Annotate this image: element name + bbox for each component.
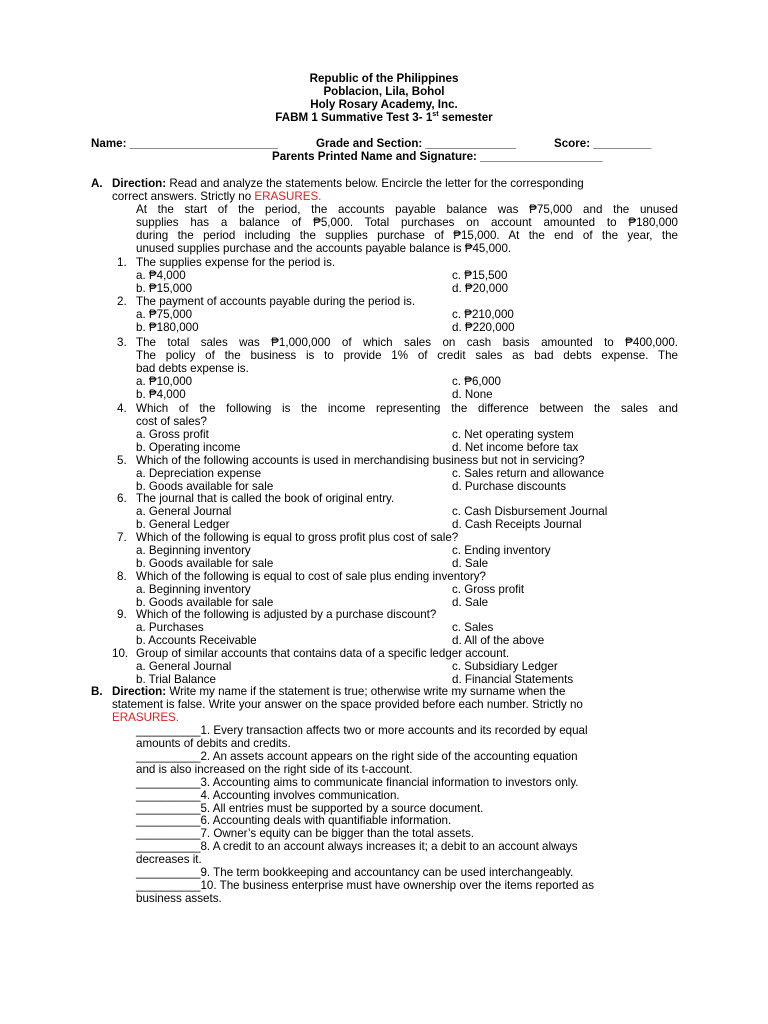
tf-item[interactable]: __________2. An assets account appears on the right side of the accounting equation [136, 750, 578, 763]
option-d[interactable]: d. All of the above [452, 634, 545, 647]
option-a[interactable]: a. ₱4,000 [136, 269, 186, 282]
question-number: 7. [117, 531, 127, 544]
tf-item[interactable]: __________6. Accounting deals with quantifiable information. [136, 814, 452, 827]
option-d[interactable]: d. Financial Statements [452, 673, 574, 686]
tf-item[interactable]: __________5. All entries must be supported by a source document. [136, 802, 484, 815]
question-text: The total sales was ₱1,000,000 of which sales on cash basis amounted to ₱400,000. [136, 336, 678, 349]
tf-item[interactable]: __________10. The business enterprise must have ownership over the items reported as [136, 879, 595, 892]
question-text: bad debts expense is. [136, 362, 249, 375]
option-b[interactable]: b. Goods available for sale [136, 480, 274, 493]
option-a[interactable]: a. ₱75,000 [136, 308, 193, 321]
question-text: cost of sales? [136, 415, 207, 428]
option-b[interactable]: b. Goods available for sale [136, 596, 274, 609]
option-c[interactable]: c. ₱15,500 [452, 269, 508, 282]
tf-item-continued: business assets. [136, 892, 222, 905]
question-number: 3. [117, 336, 127, 349]
section-b-direction [112, 685, 565, 698]
option-b[interactable]: b. ₱4,000 [136, 388, 186, 401]
question-text: Which of the following is equal to gross profit plus cost of sale? [136, 531, 459, 544]
option-d[interactable]: d. Sale [452, 596, 489, 609]
direction-label: Direction: [112, 685, 167, 698]
question-text: Which of the following is the income representing the difference between the sales and [136, 402, 678, 415]
tf-item-continued: decreases it. [136, 853, 202, 866]
section-b-letter: B. [91, 685, 103, 698]
question-number: 4. [117, 402, 127, 415]
question-text: Group of similar accounts that contains data of a specific ledger account. [136, 647, 510, 660]
option-c[interactable]: c. ₱210,000 [452, 308, 514, 321]
option-d[interactable]: d. None [452, 388, 493, 401]
option-a[interactable]: a. Purchases [136, 621, 204, 634]
tf-item-continued: and is also increased on the right side of its t-account. [136, 763, 413, 776]
question-text: The payment of accounts payable during the period is. [136, 295, 416, 308]
section-b-direction-cont: statement is false. Write your answer on the space provided before each number. Strictly no [112, 698, 583, 711]
direction-text: Write my name if the statement is true; otherwise write my surname when the [166, 685, 566, 698]
option-a[interactable]: a. Beginning inventory [136, 544, 251, 557]
erasures-warning: ERASURES. [254, 190, 322, 203]
option-c[interactable]: c. Ending inventory [452, 544, 551, 557]
option-b[interactable]: b. Trial Balance [136, 673, 216, 686]
option-b[interactable]: b. Goods available for sale [136, 557, 274, 570]
name-field[interactable]: Name: _______________________ [91, 137, 278, 150]
option-c[interactable]: c. Subsidiary Ledger [452, 660, 558, 673]
direction-label: Direction: [112, 177, 167, 190]
question-number: 9. [117, 608, 127, 621]
question-text: The journal that is called the book of original entry. [136, 492, 395, 505]
option-a[interactable]: a. Depreciation expense [136, 467, 262, 480]
header-title-sup: st [432, 111, 439, 118]
option-c[interactable]: c. Cash Disbursement Journal [452, 505, 608, 518]
option-c[interactable]: c. Gross profit [452, 583, 525, 596]
erasures-warning: ERASURES. [112, 711, 180, 724]
scenario-line: At the start of the period, the accounts payable balance was ₱75,000 and the unused [136, 203, 678, 216]
section-a-letter: A. [91, 177, 103, 190]
question-number: 8. [117, 570, 127, 583]
option-d[interactable]: d. ₱220,000 [452, 321, 515, 334]
option-b[interactable]: b. Operating income [136, 441, 241, 454]
option-d[interactable]: d. Purchase discounts [452, 480, 567, 493]
score-field[interactable]: Score: _________ [554, 137, 652, 150]
option-c[interactable]: c. Sales [452, 621, 494, 634]
scenario-line: supplies has a balance of ₱5,000. Total purchases on account amounted to ₱180,000 [136, 216, 678, 229]
question-number: 10. [112, 647, 129, 660]
option-b[interactable]: b. ₱15,000 [136, 282, 193, 295]
scenario-line: during the period including the supplies purchase of ₱15,000. At the end of the year, the [136, 229, 678, 242]
question-number: 2. [117, 295, 127, 308]
scenario-line: unused supplies purchase and the accounts payable balance is ₱45,000. [136, 242, 512, 255]
tf-item[interactable]: __________9. The term bookkeeping and accountancy can be used interchangeably. [136, 866, 574, 879]
parents-signature-field[interactable]: Parents Printed Name and Signature: ___________________ [272, 150, 603, 163]
tf-item-continued: amounts of debits and credits. [136, 737, 291, 750]
direction-text: Read and analyze the statements below. Encircle the letter for the corresponding [166, 177, 584, 190]
question-text: Which of the following is adjusted by a purchase discount? [136, 608, 437, 621]
option-c[interactable]: c. Net operating system [452, 428, 574, 441]
direction-text-2: correct answers. Strictly no [112, 190, 255, 203]
question-text: The policy of the business is to provide 1% of credit sales as bad debts expense. The [136, 349, 678, 362]
option-b[interactable]: b. General Ledger [136, 518, 230, 531]
question-text: Which of the following accounts is used in merchandising business but not in servicing? [136, 454, 585, 467]
option-d[interactable]: d. Cash Receipts Journal [452, 518, 582, 531]
header-school: Holy Rosary Academy, Inc. [310, 98, 458, 111]
option-d[interactable]: d. ₱20,000 [452, 282, 509, 295]
header-test-title [0, 111, 768, 124]
option-a[interactable]: a. Beginning inventory [136, 583, 251, 596]
grade-section-field[interactable]: Grade and Section: ______________ [316, 137, 516, 150]
option-d[interactable]: d. Net income before tax [452, 441, 579, 454]
tf-item[interactable]: __________3. Accounting aims to communicate financial information to investors only. [136, 776, 579, 789]
header-title-text: FABM 1 Summative Test 3- 1 [275, 111, 433, 124]
option-c[interactable]: c. ₱6,000 [452, 375, 501, 388]
option-a[interactable]: a. Gross profit [136, 428, 209, 441]
option-a[interactable]: a. General Journal [136, 660, 232, 673]
question-number: 6. [117, 492, 127, 505]
tf-item[interactable]: __________1. Every transaction affects two or more accounts and its recorded by equal [136, 724, 588, 737]
scenario-paragraph [136, 203, 678, 255]
header-title-post: semester [438, 111, 493, 124]
option-c[interactable]: c. Sales return and allowance [452, 467, 605, 480]
question-text: Which of the following is equal to cost of sale plus ending inventory? [136, 570, 486, 583]
section-a-direction [112, 177, 584, 190]
option-b[interactable]: b. Accounts Receivable [136, 634, 257, 647]
header-address: Poblacion, Lila, Bohol [323, 85, 445, 98]
option-a[interactable]: a. General Journal [136, 505, 232, 518]
option-d[interactable]: d. Sale [452, 557, 489, 570]
question-number: 5. [117, 454, 127, 467]
question-number: 1. [117, 256, 127, 269]
tf-item[interactable]: __________7. Owner’s equity can be bigger than the total assets. [136, 827, 474, 840]
option-b[interactable]: b. ₱180,000 [136, 321, 199, 334]
tf-item[interactable]: __________4. Accounting involves communication. [136, 789, 400, 802]
header-republic: Republic of the Philippines [309, 72, 459, 85]
tf-item[interactable]: __________8. A credit to an account always increases it; a debit to an account always [136, 840, 578, 853]
option-a[interactable]: a. ₱10,000 [136, 375, 193, 388]
section-a-direction-cont [112, 190, 321, 203]
question-text: The supplies expense for the period is. [136, 256, 336, 269]
